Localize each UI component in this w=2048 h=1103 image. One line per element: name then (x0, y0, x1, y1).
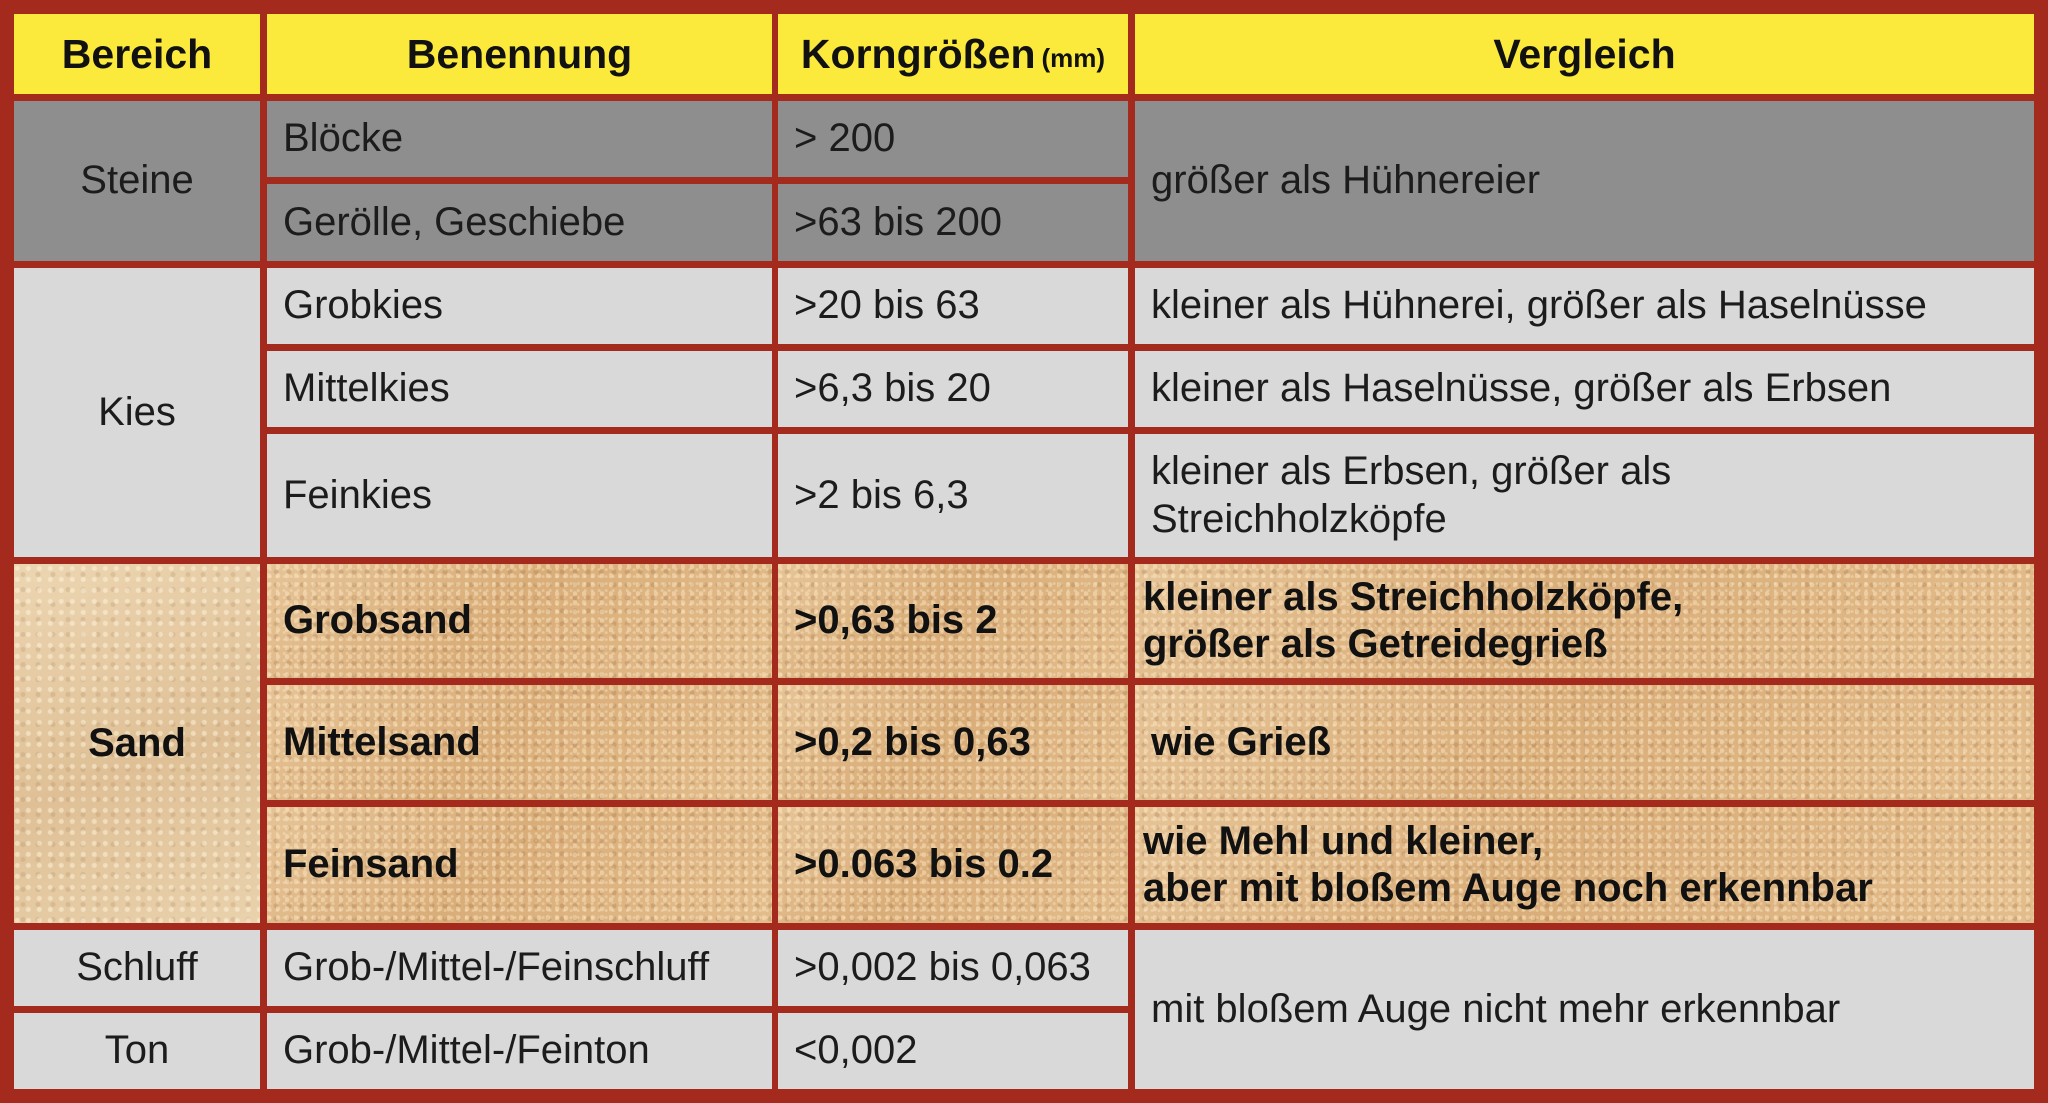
vergleich-schluff-ton-text: mit bloßem Auge nicht mehr erkennbar (1151, 986, 1841, 1031)
korn-grobkies-value: >20 bis 63 (794, 283, 980, 328)
header-benennung (267, 14, 772, 94)
vergleich-grobsand (1135, 564, 2034, 678)
korn-feinkies-value: >2 bis 6,3 (794, 472, 969, 517)
vergleich-steine-text: größer als Hühnereier (1151, 158, 1541, 203)
header-bereich-label: Bereich (61, 30, 213, 77)
header-korngroessen-unit: (mm) (1041, 42, 1106, 73)
bereich-kies-label: Kies (98, 389, 176, 434)
korn-bloecke (778, 101, 1128, 177)
benennung-ton-label: Grob-/Mittel-/Feinton (283, 1028, 650, 1073)
korn-grobsand-value: >0,63 bis 2 (794, 598, 998, 643)
benennung-ton (267, 1013, 772, 1089)
korn-ton-value: <0,002 (794, 1028, 918, 1073)
benennung-schluff-label: Grob-/Mittel-/Feinschluff (283, 945, 710, 990)
vergleich-schluff-ton (1135, 930, 2034, 1089)
korn-ton (778, 1013, 1128, 1089)
header-korngroessen-label: Korngrößen (800, 30, 1036, 77)
benennung-grobkies-label: Grobkies (283, 283, 444, 328)
benennung-geroelle-label: Gerölle, Geschiebe (283, 199, 626, 244)
vergleich-feinsand (1135, 807, 2034, 923)
vergleich-feinkies-line2: Streichholzköpfe (1151, 496, 1447, 541)
benennung-mittelsand-label: Mittelsand (283, 719, 481, 764)
korn-feinsand-value: >0.063 bis 0.2 (794, 842, 1054, 887)
bereich-kies (14, 268, 260, 557)
header-vergleich (1135, 14, 2034, 94)
korn-bloecke-value: > 200 (794, 116, 896, 161)
benennung-grobsand (267, 564, 772, 678)
vergleich-feinkies (1135, 434, 2034, 557)
header-bereich (14, 14, 260, 94)
benennung-mittelsand (267, 685, 772, 800)
benennung-feinsand-label: Feinsand (283, 842, 459, 887)
benennung-grobkies (267, 268, 772, 344)
bereich-schluff-label: Schluff (76, 945, 198, 990)
vergleich-mittelsand (1135, 685, 2034, 800)
vergleich-feinsand-line2: aber mit bloßem Auge noch erkennbar (1143, 866, 1873, 910)
bereich-steine-label: Steine (80, 158, 194, 203)
header-benennung-label: Benennung (406, 30, 633, 77)
benennung-mittelkies (267, 351, 772, 427)
bereich-schluff (14, 930, 260, 1006)
vergleich-grobsand-line2: größer als Getreidegrieß (1143, 622, 1608, 666)
header-korngroessen (778, 14, 1128, 94)
vergleich-grobkies (1135, 268, 2034, 344)
header-vergleich-label: Vergleich (1493, 30, 1676, 77)
bereich-ton (14, 1013, 260, 1089)
vergleich-steine (1135, 101, 2034, 261)
korn-geroelle-value: >63 bis 200 (794, 199, 1002, 244)
korn-feinkies (778, 434, 1128, 557)
benennung-schluff (267, 930, 772, 1006)
vergleich-mittelkies (1135, 351, 2034, 427)
korn-mittelsand-value: >0,2 bis 0,63 (794, 719, 1031, 764)
korn-mittelkies (778, 351, 1128, 427)
bereich-sand-label: Sand (88, 720, 186, 765)
korn-feinsand (778, 807, 1128, 923)
vergleich-mittelkies-text: kleiner als Haselnüsse, größer als Erbsen (1151, 366, 1892, 411)
bereich-steine (14, 101, 260, 261)
benennung-feinsand (267, 807, 772, 923)
benennung-feinkies (267, 434, 772, 557)
benennung-bloecke-label: Blöcke (283, 116, 404, 161)
benennung-mittelkies-label: Mittelkies (283, 366, 450, 411)
vergleich-feinkies-line1: kleiner als Erbsen, größer als (1151, 449, 1672, 494)
korn-schluff (778, 930, 1128, 1006)
vergleich-grobkies-text: kleiner als Hühnerei, größer als Haselnüsse (1151, 283, 1927, 328)
benennung-feinkies-label: Feinkies (283, 472, 432, 517)
benennung-bloecke (267, 101, 772, 177)
korn-mittelkies-value: >6,3 bis 20 (794, 366, 991, 411)
vergleich-grobsand-line1: kleiner als Streichholzköpfe, (1143, 574, 1684, 619)
korn-grobkies (778, 268, 1128, 344)
benennung-geroelle (267, 184, 772, 261)
vergleich-feinsand-line1: wie Mehl und kleiner, (1143, 818, 1544, 863)
bereich-sand (14, 564, 260, 923)
korn-grobsand (778, 564, 1128, 678)
korn-mittelsand (778, 685, 1128, 800)
bereich-ton-label: Ton (104, 1028, 170, 1073)
vergleich-mittelsand-text: wie Grieß (1151, 719, 1332, 764)
korn-geroelle (778, 184, 1128, 261)
korn-schluff-value: >0,002 bis 0,063 (794, 945, 1091, 990)
benennung-grobsand-label: Grobsand (283, 598, 472, 643)
